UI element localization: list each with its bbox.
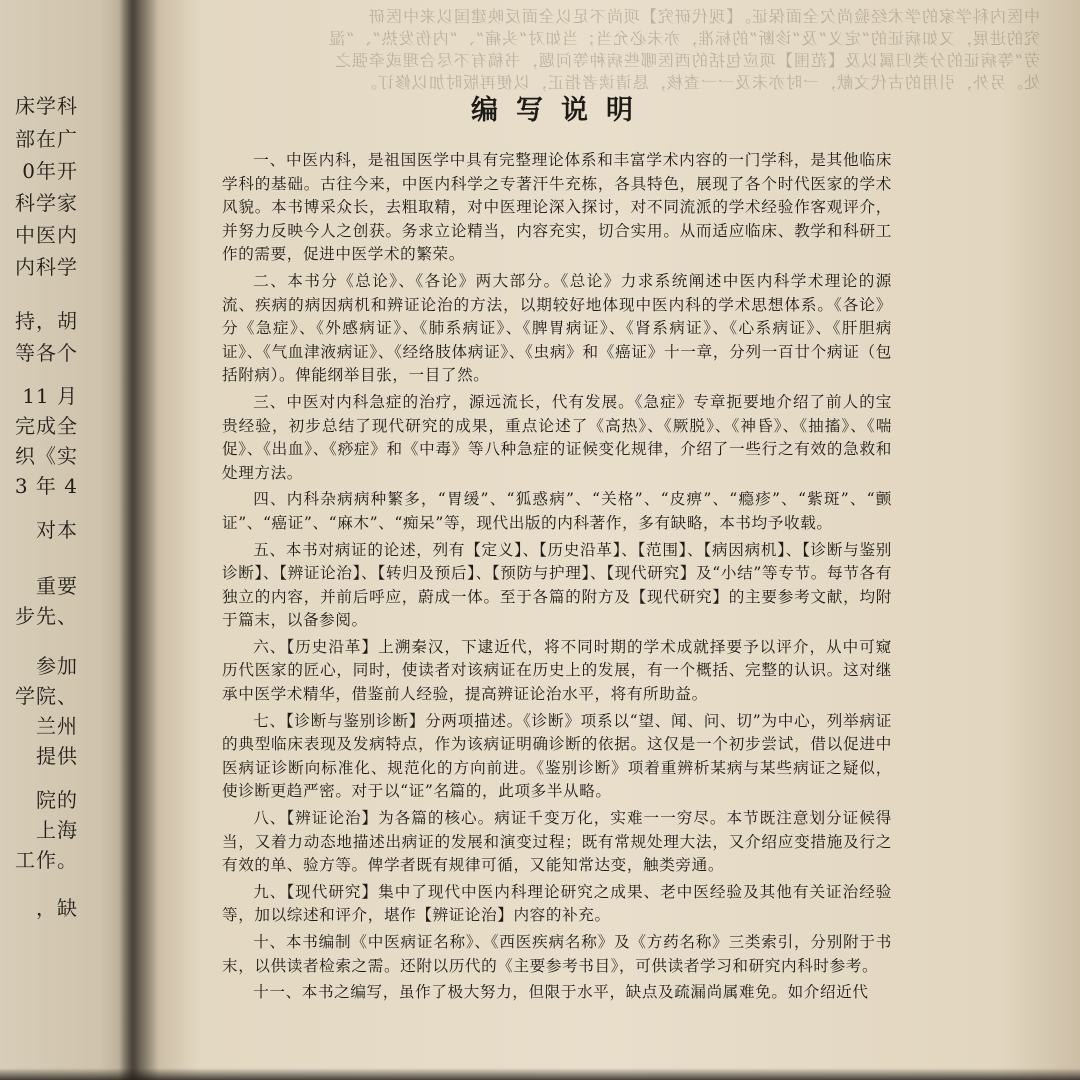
left-page-line: 等各个 [15, 341, 78, 365]
left-page-line: 织《实 [15, 444, 78, 468]
left-page-line: 上海 [36, 818, 78, 842]
paragraph-7: 七、【诊断与鉴别诊断】分两项描述。《诊断》项系以“望、闻、问、切”为中心，列举病证的典型临床表现及发病特点，作为该病证明确诊断的依据。这仅是一个初步尝试，借以促进中医病证诊断向标准化、规范化的方向前进。《鉴别诊断》项着重辨析某病与某些病证之疑似，使诊断更趋严密。对于以“证”名篇的，此项多半从略。 [222, 711, 892, 801]
left-page-line: ，缺 [36, 896, 78, 920]
paragraph-4: 四、内科杂病病种繁多，“胃缓”、“狐惑病”、“关格”、“皮痹”、“瘾疹”、“紫斑”、“颤证”、“癌证”、“麻木”、“痴呆”等，现代出版的内科著作，多有缺略，本书均予收载。 [222, 490, 892, 532]
left-page-line: 完成全 [15, 414, 78, 438]
left-page-line: 参加 [36, 654, 78, 678]
left-page-line: 兰州 [36, 714, 78, 738]
show-through-line: 处。另外，引用的古代文献，一时亦未及一一查核，恳请读者指正，以便再版时加以修订。 [359, 73, 1040, 92]
left-page-line: 内科学 [15, 255, 78, 279]
left-page [0, 0, 122, 1080]
show-through-line: 究的进展，又如病证的“定义”及“诊断”的标准，亦未必允当；当如对“头痛”、“内伤发热”、“湿 [328, 29, 1040, 48]
paragraph-5: 五、本书对病证的论述，列有【定义】、【历史沿革】、【范围】、【病因病机】、【诊断与鉴别诊断】、【辨证论治】、【转归及预后】、【预防与护理】、【现代研究】及“小结”等专节。每节各有独立的内容，并前后呼应，蔚成一体。至于各篇的附方及【现代研究】的主要参考文献，均附于篇末，以备参阅。 [222, 540, 892, 630]
left-page-line: 重要 [36, 574, 78, 598]
paragraph-6: 六、【历史沿革】上溯秦汉，下逮近代，将不同时期的学术成就择要予以评介，从中可窥历代医家的匠心，同时，使读者对该病证在历史上的发展，有一个概括、完整的认识。这对继承中医学术精华，借鉴前人经验，提高辨证论治水平，将有所助益。 [222, 637, 892, 704]
paragraph-9: 九、【现代研究】集中了现代中医内科理论研究之成果、老中医经验及其他有关证治经验等，加以综述和评介，堪作【辨证论治】内容的补充。 [222, 882, 892, 925]
left-page-line: 科学家 [15, 191, 78, 215]
book-spine-shadow [118, 0, 158, 1080]
paragraph-11: 十一、本书之编写，虽作了极大努力，但限于水平，缺点及疏漏尚属难免。如介绍近代 [253, 983, 869, 1002]
left-page-line: 院的 [36, 788, 78, 812]
paragraph-1: 一、中医内科，是祖国医学中具有完整理论体系和丰富学术内容的一门学科，是其他临床学科的基础。古往今来，中医内科学之专著汗牛充栋，各具特色，展现了各个时代医家的学术风貌。本书博采众长，去粗取精，对中医理论深入探讨，对不同流派的学术经验作客观评介，并努力反映今人之创获。务求立论精当，内容充实，切合实用。从而适应临床、教学和科研工作的需要，促进中医学术的繁荣。 [222, 151, 892, 264]
left-page-line: 工作。 [15, 848, 78, 872]
left-page-line: 部在广 [15, 127, 78, 151]
show-through-line: 中医内科学家的学术经验尚欠全面保证。【现代研究】项尚不足以全面反映建国以来中医研 [367, 7, 1040, 26]
left-page-line: 步先、 [15, 604, 78, 628]
left-page-line: 11 月 [22, 384, 78, 408]
paragraph-2: 二、本书分《总论》、《各论》两大部分。《总论》力求系统阐述中医内科学术理论的源流、疾病的病因病机和辨证论治的方法，以期较好地体现中医内科的学术思想体系。《各论》分《急症》、《外感病证》、《肺系病证》、《脾胃病证》、《肾系病证》、《心系病证》、《肝胆病证》、《气血津液病证》、《经络肢体病证》、《虫病》和《癌证》十一章，分列一百廿个病证（包括附病）。俾能纲举目张，一目了然。 [222, 271, 892, 385]
left-page-line: 提供 [36, 744, 78, 768]
paragraph-10: 十、本书编制《中医病证名称》、《西医疾病名称》及《方药名称》三类索引，分别附于书末，以供读者检索之需。还附以历代的《主要参考书目》，可供读者学习和研究内科时参考。 [222, 933, 892, 975]
left-page-line: 3 年 4 [14, 474, 78, 498]
page-title: 编写说明 [471, 95, 651, 126]
paragraph-3: 三、中医对内科急症的治疗，源远流长，代有发展。《急症》专章扼要地介绍了前人的宝贵经验，初步总结了现代研究的成果，重点论述了《高热》、《厥脱》、《神昏》、《抽搐》、《喘促》、《出血》、《痧症》和《中毒》等八种急症的证候变化规律，介绍了一些行之有效的急救和处理方法。 [222, 392, 892, 482]
page-bottom-edge [0, 1068, 1080, 1080]
show-through-line: 劳”等病证的分类归属以及【范围】项应包括的西医哪些病种等问题，书稿有不尽合理或牵强之 [333, 51, 1040, 70]
paragraph-8: 八、【辨证论治】为各篇的核心。病证千变万化，实难一一穷尽。本节既注意划分证候得当，又着力动态地描述出病证的发展和演变过程；既有常规处理大法，又介绍应变措施及行之有效的单、验方等。俾学者既有规律可循，又能知常达变，触类旁通。 [222, 809, 892, 875]
left-page-line: 0年开 [22, 159, 78, 183]
main-page [222, 80, 892, 1008]
left-page-line: 持，胡 [15, 309, 78, 333]
left-page-line: 学院、 [15, 684, 78, 708]
left-page-line: 中医内 [15, 223, 78, 247]
left-page-line: 床学科 [15, 94, 78, 118]
left-page-line: 对本 [36, 518, 78, 542]
